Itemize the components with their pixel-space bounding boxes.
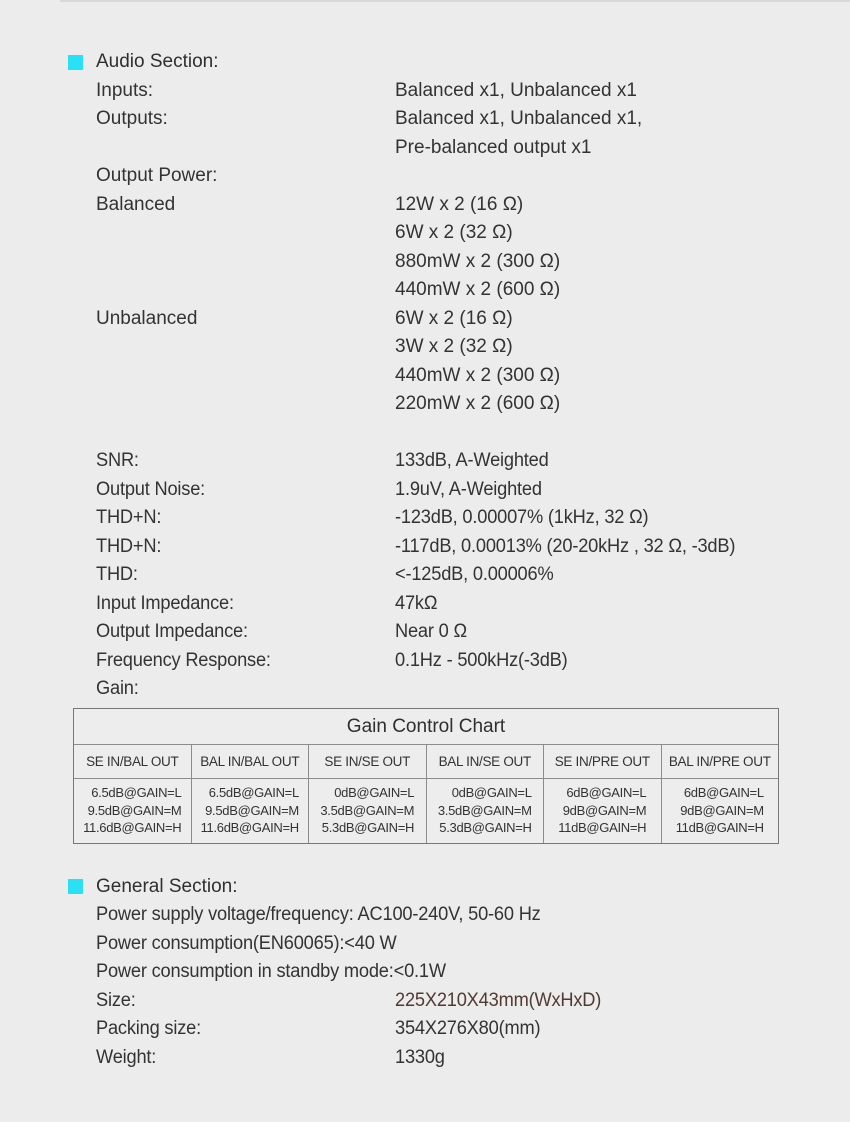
column-header: SE IN/BAL OUT (74, 745, 192, 778)
spec-label-text: Size: (96, 989, 136, 1011)
spec-value (395, 476, 850, 505)
spec-row-input-impedance (0, 590, 850, 619)
spec-value-text: -123dB, 0.00007% (1kHz, 32 Ω) (395, 507, 649, 528)
gain-chart-title: Gain Control Chart (74, 709, 778, 745)
spec-value: 440mW x 2 (300 Ω) (395, 364, 561, 386)
gain-values (438, 784, 532, 837)
gain-values (558, 784, 646, 837)
gain-line: 9.5dB@GAIN=M (87, 802, 182, 818)
audio-section-header (0, 48, 850, 77)
general-section-title: General Section: (96, 875, 238, 897)
column-header: SE IN/PRE OUT (544, 745, 662, 778)
spec-label (96, 476, 395, 505)
spec-label (96, 618, 395, 647)
spec-row-thdn-1 (0, 504, 850, 533)
spec-label-text: THD+N: (96, 507, 162, 528)
spec-value-text: 47kΩ (395, 592, 438, 614)
spec-line-text: Power consumption in standby mode:<0.1W (96, 961, 446, 982)
gain-line: 6dB@GAIN=L (683, 785, 764, 801)
spec-row-balanced-power-3 (0, 248, 850, 277)
spec-label-text: THD+N: (96, 535, 162, 557)
spec-value: 6W x 2 (16 Ω) (395, 307, 513, 329)
spec-row-frequency-response (0, 647, 850, 676)
spec-value (395, 590, 850, 619)
spec-label (96, 276, 395, 305)
column-header: BAL IN/BAL OUT (192, 745, 310, 778)
spec-label: Unbalanced (96, 307, 198, 329)
general-section-header (0, 873, 850, 902)
spec-value: 880mW x 2 (300 Ω) (395, 250, 561, 272)
spec-label (96, 675, 395, 704)
cyan-square-bullet-icon (68, 879, 83, 894)
spec-label (96, 1015, 395, 1044)
spec-label-text: Gain: (96, 678, 139, 699)
spec-line-standby-consumption (0, 958, 850, 987)
gain-line: 0dB@GAIN=L (334, 785, 415, 801)
gain-line: 6.5dB@GAIN=L (208, 785, 299, 801)
spec-value: Balanced x1, Unbalanced x1, (395, 108, 643, 129)
spec-label (96, 219, 395, 248)
spec-row-balanced-power-4 (0, 276, 850, 305)
spec-label-text: THD: (96, 564, 138, 585)
spec-label-text: Input Impedance: (96, 592, 234, 614)
spec-label (96, 333, 395, 362)
spec-line-power-supply (0, 901, 850, 930)
spec-label: Output Power: (96, 165, 218, 186)
spec-label (96, 362, 395, 391)
column-header: BAL IN/PRE OUT (668, 753, 771, 769)
spec-label (96, 248, 395, 277)
spec-value (395, 561, 850, 590)
spec-row-unbalanced-power-3 (0, 362, 850, 391)
spec-row-thd (0, 561, 850, 590)
spec-value-size (395, 987, 850, 1016)
gain-line: 11dB@GAIN=H (675, 820, 764, 836)
spec-label-text: SNR: (96, 450, 139, 471)
spec-row-unbalanced-power-2 (0, 333, 850, 362)
cyan-square-bullet-icon (68, 55, 83, 70)
spec-value-text: 1.9uV, A-Weighted (395, 478, 542, 500)
spec-value: Balanced x1, Unbalanced x1 (395, 79, 637, 101)
spec-value-text: Near 0 Ω (395, 621, 467, 642)
spec-row-unbalanced-power-4 (0, 390, 850, 419)
spec-row-size (0, 987, 850, 1016)
spec-row-output-power (0, 162, 850, 191)
spec-label (96, 134, 395, 163)
spec-label (96, 390, 395, 419)
spec-row-outputs (0, 105, 850, 134)
spec-value (395, 1015, 850, 1044)
spec-value: 3W x 2 (32 Ω) (395, 336, 513, 357)
spec-row-gain (0, 675, 850, 704)
gain-values (83, 784, 181, 837)
spec-row-inputs (0, 77, 850, 106)
spec-row-snr (0, 447, 850, 476)
gain-line: 9.5dB@GAIN=M (205, 802, 299, 818)
gain-line: 5.3dB@GAIN=H (321, 820, 415, 836)
spec-value (395, 162, 850, 191)
gain-chart-header-row (74, 745, 778, 779)
spec-value-text: 225X210X43mm(WxHxD) (395, 989, 602, 1011)
spec-value-text: 354X276X80(mm) (395, 1018, 541, 1039)
spec-label (96, 561, 395, 590)
gain-values (201, 784, 299, 837)
gain-values-cell (309, 779, 427, 843)
spec-value (395, 504, 850, 533)
spec-row-balanced-power (0, 191, 850, 220)
spec-value (395, 533, 850, 562)
spec-label (96, 533, 395, 562)
page-top-edge-line (60, 0, 850, 2)
spec-label-text: Output Noise: (96, 478, 206, 500)
spec-label (96, 504, 395, 533)
spec-value (395, 675, 850, 704)
spec-value: 220mW x 2 (600 Ω) (395, 393, 561, 414)
gain-control-chart-table (73, 708, 779, 844)
gain-line: 9dB@GAIN=M (680, 802, 764, 818)
spec-row-weight (0, 1044, 850, 1073)
spec-label (96, 987, 395, 1016)
spec-label: Inputs: (96, 79, 154, 101)
spec-value (395, 618, 850, 647)
spec-label-text: Output Impedance: (96, 621, 248, 642)
gain-line: 3.5dB@GAIN=M (320, 802, 415, 818)
gain-line: 11.6dB@GAIN=H (83, 820, 182, 836)
gain-line: 6.5dB@GAIN=L (91, 785, 182, 801)
spec-row-outputs-cont (0, 134, 850, 163)
gain-values-cell (662, 779, 779, 843)
spec-value-text: 1330g (395, 1046, 445, 1068)
spec-value: Pre-balanced output x1 (395, 136, 592, 158)
gain-values-cell (544, 779, 662, 843)
gain-line: 0dB@GAIN=L (451, 785, 532, 801)
spec-row-balanced-power-2 (0, 219, 850, 248)
spec-label-text: Packing size: (96, 1018, 201, 1039)
spec-value: 6W x 2 (32 Ω) (395, 222, 513, 243)
spec-value: 12W x 2 (16 Ω) (395, 193, 524, 215)
spec-value: 440mW x 2 (600 Ω) (395, 279, 561, 300)
column-header: SE IN/SE OUT (309, 745, 427, 778)
general-section (0, 873, 850, 1073)
gain-line: 9dB@GAIN=M (562, 802, 647, 818)
spec-value-text: <-125dB, 0.00006% (395, 564, 554, 585)
spec-label: Outputs: (96, 108, 168, 129)
gain-line: 3.5dB@GAIN=M (437, 802, 532, 818)
gain-line: 6dB@GAIN=L (566, 785, 647, 801)
spec-row-thdn-2 (0, 533, 850, 562)
gain-line: 11.6dB@GAIN=H (200, 820, 299, 836)
spec-value (395, 447, 850, 476)
spec-value (395, 1044, 850, 1073)
spec-line-power-consumption (0, 930, 850, 959)
spec-row-output-noise (0, 476, 850, 505)
gain-values (676, 784, 764, 837)
gain-values-cell (192, 779, 310, 843)
column-header: BAL IN/SE OUT (427, 745, 545, 778)
spec-label: Balanced (96, 193, 176, 215)
blank-line (0, 419, 850, 448)
spec-value-text: 133dB, A-Weighted (395, 450, 549, 471)
gain-line: 11dB@GAIN=H (558, 820, 647, 836)
spec-label-text: Frequency Response: (96, 649, 271, 671)
spec-row-unbalanced-power (0, 305, 850, 334)
gain-chart-body-row (74, 779, 778, 843)
spec-label (96, 1044, 395, 1073)
spec-content (0, 48, 850, 1072)
spec-label (96, 590, 395, 619)
spec-label-text: Weight: (96, 1046, 157, 1068)
spec-value (395, 647, 850, 676)
audio-section-title: Audio Section: (96, 51, 219, 73)
spec-value-text: 0.1Hz - 500kHz(-3dB) (395, 649, 568, 671)
spec-row-output-impedance (0, 618, 850, 647)
spec-label (96, 647, 395, 676)
gain-values (320, 784, 414, 837)
spec-line-text: Power consumption(EN60065):<40 W (96, 932, 397, 954)
spec-value-text: -117dB, 0.00013% (20-20kHz , 32 Ω, -3dB) (395, 535, 736, 557)
spec-line-text: Power supply voltage/frequency: AC100-240V, 50-60 Hz (96, 904, 541, 925)
gain-values-cell (427, 779, 545, 843)
gain-line: 5.3dB@GAIN=H (439, 820, 532, 836)
gain-values-cell (74, 779, 192, 843)
spec-row-packing-size (0, 1015, 850, 1044)
spec-label (96, 447, 395, 476)
